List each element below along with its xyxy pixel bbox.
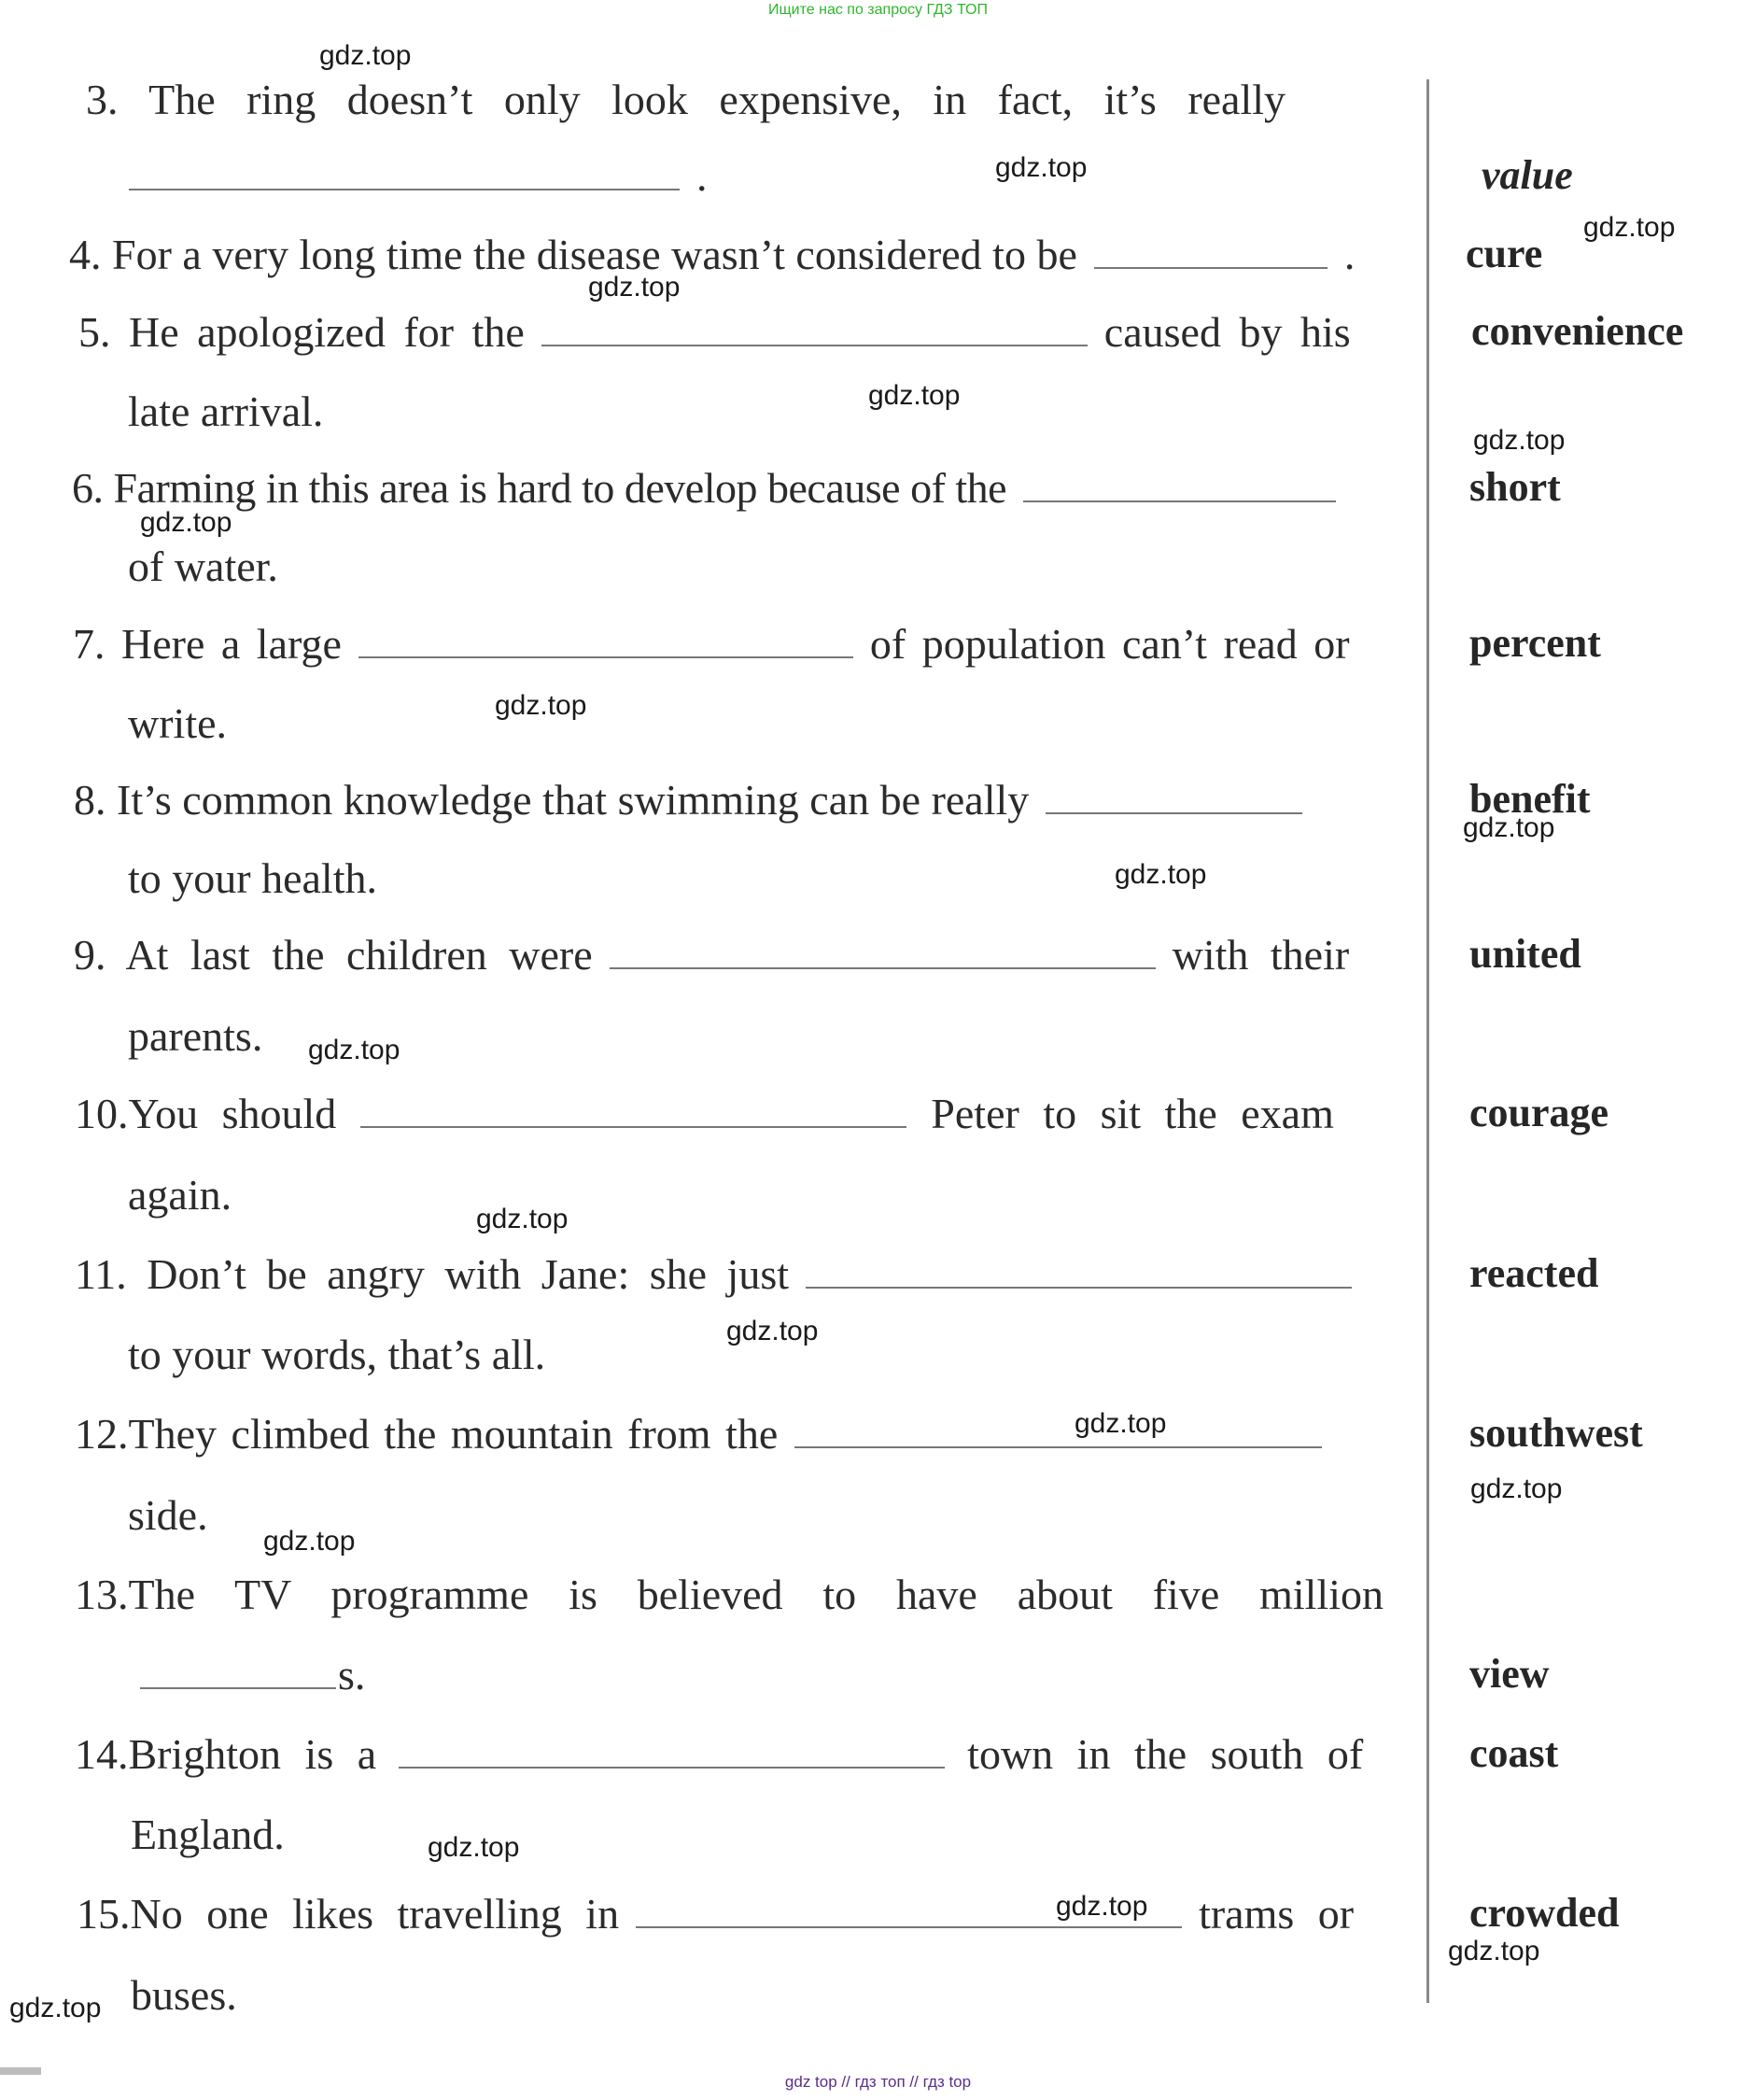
watermark: gdz.top — [1056, 1891, 1148, 1922]
word-crowded: crowded — [1469, 1890, 1620, 1936]
sentence-9-line-2: parents. — [128, 1012, 263, 1060]
top-banner: Ищите нас по запросу ГДЗ ТОП — [768, 2, 988, 18]
blank-14[interactable] — [399, 1759, 945, 1769]
sentence-15-line-2: buses. — [131, 1971, 237, 2019]
watermark: gdz.top — [9, 1993, 102, 2023]
sentence-10-line-2: again. — [128, 1171, 232, 1219]
blank-4[interactable] — [1094, 260, 1328, 269]
sentence-6-line-2: of water. — [128, 543, 278, 590]
watermark: gdz.top — [308, 1035, 400, 1065]
blank-9[interactable] — [610, 960, 1156, 969]
sentence-9-line-1: 9. At last the children were with their — [74, 931, 1350, 979]
word-short: short — [1469, 464, 1561, 510]
sentence-14-line-2: England. — [131, 1811, 285, 1858]
sentence-10-line-1: 10.You should Peter to sit the exam — [75, 1090, 1334, 1137]
blank-3[interactable] — [129, 181, 680, 190]
word-united: united — [1469, 931, 1581, 977]
blank-11[interactable] — [806, 1279, 1352, 1289]
sentence-13-line-1: 13.The TV programme is believed to have about five million — [75, 1571, 1384, 1618]
watermark: gdz.top — [1583, 212, 1676, 243]
watermark: gdz.top — [495, 690, 587, 721]
word-benefit: benefit — [1469, 776, 1591, 822]
sentence-12-line-2: side. — [128, 1491, 208, 1539]
watermark: gdz.top — [1470, 1473, 1563, 1504]
word-cure: cure — [1466, 231, 1543, 276]
blank-5[interactable] — [541, 337, 1088, 346]
word-courage: courage — [1469, 1090, 1609, 1135]
watermark: gdz.top — [726, 1316, 819, 1346]
blank-8[interactable] — [1046, 805, 1302, 814]
watermark: gdz.top — [1075, 1408, 1167, 1439]
watermark: gdz.top — [263, 1526, 356, 1557]
word-view: view — [1469, 1651, 1550, 1697]
sentence-5-line-2: late arrival. — [128, 388, 324, 435]
sentence-7-line-2: write. — [128, 699, 228, 747]
watermark: gdz.top — [995, 152, 1088, 183]
word-convenience: convenience — [1471, 308, 1684, 354]
word-coast: coast — [1469, 1730, 1559, 1776]
watermark: gdz.top — [588, 272, 681, 303]
sentence-6-line-1: 6. Farming in this area is hard to develop because of the — [72, 467, 1336, 510]
blank-10[interactable] — [360, 1119, 906, 1128]
word-percent: percent — [1469, 620, 1601, 666]
sentence-3-line-2: . — [129, 155, 708, 198]
sentence-11-line-2: to your words, that’s all. — [128, 1331, 546, 1378]
sentence-3-line-1: 3. The ring doesn’t only look expensive, in fact, it’s really — [86, 76, 1286, 123]
column-divider — [1426, 79, 1429, 2003]
watermark: gdz.top — [476, 1204, 569, 1234]
blank-13[interactable] — [140, 1680, 336, 1689]
sentence-8-line-2: to your health. — [128, 854, 377, 902]
word-value: value — [1482, 152, 1573, 198]
sentence-4-line-1: 4. For a very long time the disease wasn’t considered to be . — [69, 231, 1356, 278]
watermark: gdz.top — [1463, 812, 1555, 843]
watermark: gdz.top — [1115, 859, 1207, 890]
sentence-7-line-1: 7. Here a large of population can’t read or — [73, 620, 1350, 668]
blank-6[interactable] — [1023, 493, 1336, 502]
watermark: gdz.top — [428, 1832, 520, 1863]
sentence-14-line-1: 14.Brighton is a town in the south of — [75, 1730, 1364, 1778]
watermark: gdz.top — [868, 380, 961, 411]
watermark: gdz.top — [1448, 1936, 1540, 1966]
bottom-footer: gdz top // гдз топ // гдз top — [784, 2073, 972, 2091]
word-southwest: southwest — [1469, 1410, 1643, 1456]
sentence-13-line-2: s. — [140, 1654, 365, 1697]
sentence-15-line-1: 15.No one likes travelling in trams or — [77, 1890, 1355, 1938]
sentence-11-line-1: 11. Don’t be angry with Jane: she just — [75, 1253, 1352, 1296]
sentence-5-line-1: 5. He apologized for the caused by his — [78, 308, 1351, 356]
watermark: gdz.top — [319, 40, 412, 71]
word-reacted: reacted — [1469, 1250, 1599, 1296]
blank-12[interactable] — [794, 1439, 1322, 1448]
sentence-12-line-1: 12.They climbed the mountain from the — [75, 1413, 1322, 1456]
watermark: gdz.top — [140, 507, 232, 538]
watermark: gdz.top — [1473, 425, 1566, 456]
sentence-8-line-1: 8. It’s common knowledge that swimming can be really — [74, 779, 1302, 822]
blank-7[interactable] — [358, 649, 853, 658]
